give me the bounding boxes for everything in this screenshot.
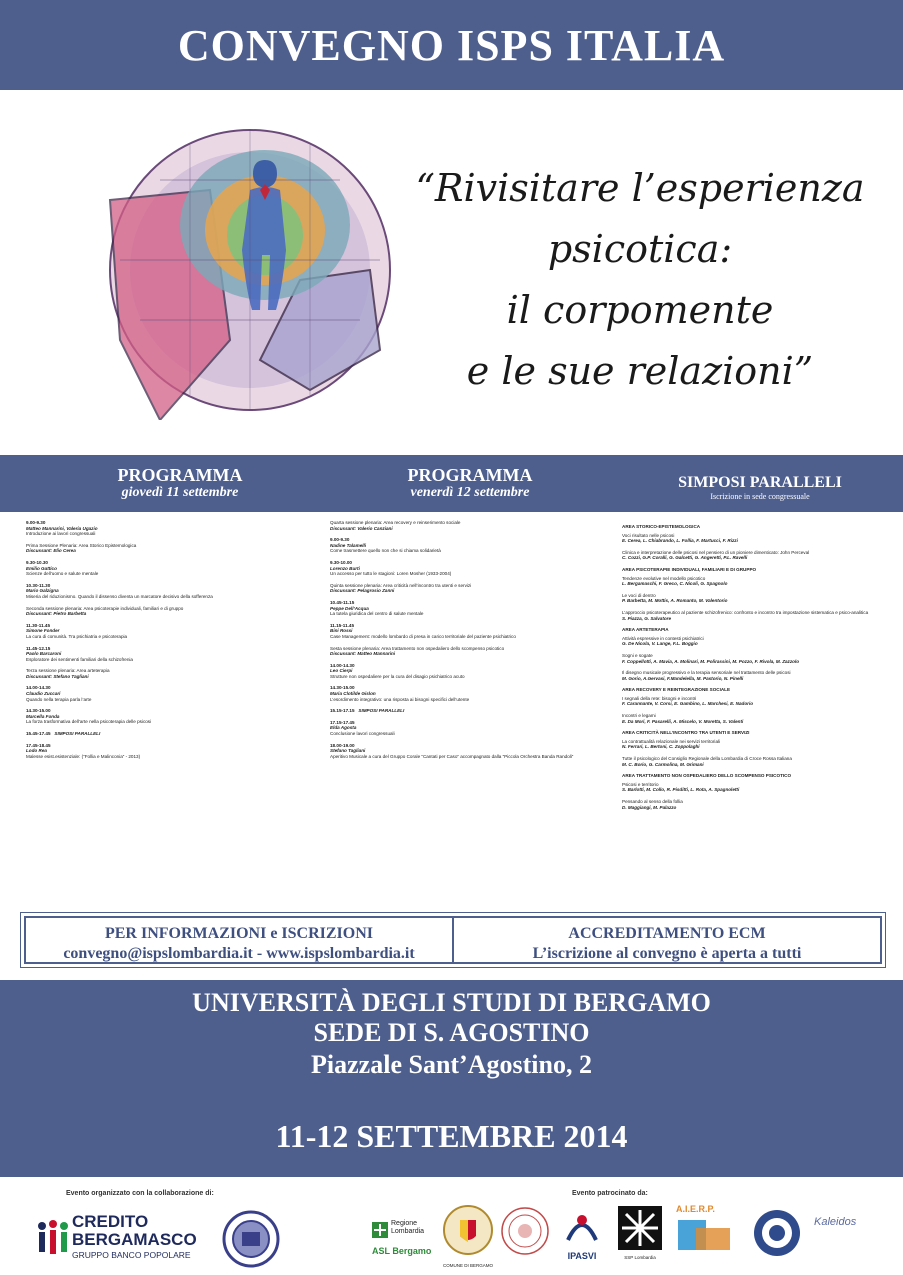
ssp-lombardia-logo xyxy=(618,1206,662,1268)
comune-label: COMUNE DI BERGAMO xyxy=(442,1263,493,1268)
accreditation-text: L’iscrizione al convegno è aperta a tutti xyxy=(532,945,802,962)
subtitle-line: psicotica: xyxy=(547,227,733,271)
ipasvi-logo xyxy=(562,1210,602,1266)
programme-item: 14.00-14.30 Claudio Zuccari Quando nella terapia parla l’arte xyxy=(26,685,92,702)
kaleidos-logo xyxy=(814,1216,874,1256)
symposium-item: Incontri e legami E. Da Mori, F. Pasarelli, A. Miscelo, V. Moretta, S. Valenti xyxy=(622,713,744,724)
programme-item: 9.00-9.30 Nadine Talamelli Come trasmettere quello non che si chiama solidarietà xyxy=(330,537,441,554)
info-frame xyxy=(20,912,886,968)
patronage-label: Evento patrocinato da: xyxy=(572,1190,648,1197)
seal-emblem-icon xyxy=(500,1206,550,1256)
programme-item: 11.30-11.45 Simone Fonder La cura di comunità. Tra psichiatria e psicoterapia xyxy=(26,622,128,639)
symposium-item: Le voci di dentro P. Barbetta, M. Mottis, A. Romanto, M. Valentorio xyxy=(622,592,728,604)
symposium-item: Pensando al senso della follia D. Maggiangi, M. Palazzo xyxy=(622,799,683,810)
venue-band xyxy=(0,980,903,1177)
regione-lombardia-icon xyxy=(372,1222,388,1238)
event-title: CONVEGNO ISPS ITALIA xyxy=(177,20,726,70)
programme-day1-heading xyxy=(80,466,280,501)
programme-item: 9.30-10.00 Lorenzo Burti Un accesso per tutto le stagioni: Loren Mosher (1933-2004) xyxy=(330,559,452,577)
symposia-list xyxy=(622,520,890,816)
programme-day1 xyxy=(26,520,306,765)
symposium-area: AREA RECOVERY E REINTEGRAZIONE SOCIALE xyxy=(622,687,731,693)
venue-university: UNIVERSITÀ DEGLI STUDI DI BERGAMO xyxy=(192,988,711,1017)
heading-title: PROGRAMMA xyxy=(117,465,243,485)
programme-item: Sesta sessione plenaria: Area trattamento non ospedaliero dello scompenso psicotico Discussant: Matteo Mannarini xyxy=(330,645,505,657)
ipasvi-label: IPASVI xyxy=(567,1251,597,1261)
programme-item: Seconda sessione plenaria: Area psicoterapie individuali, familiari e di gruppo Discussant: Pietro Barbetta xyxy=(26,605,184,617)
symposium-area: AREA PSICOTERAPIE INDIVIDUALI, FAMILIARI E DI GRUPPO xyxy=(622,566,757,572)
comune-bergamo-crest-icon xyxy=(442,1204,494,1258)
symposium-item: Attività espressive in contesti psichiatrici G. De Nicola, V. Lange, F.L. Boggio xyxy=(622,635,704,647)
credito-line2: BERGAMASCO xyxy=(72,1230,197,1249)
programme-item: 9.00-9.30 Matteo Mannarini, Valeria Ugazio Introduzione ai lavori congressuali xyxy=(26,520,98,537)
asl-label: ASL Bergamo xyxy=(372,1246,432,1256)
organizers-label: Evento organizzato con la collaborazione di: xyxy=(66,1190,214,1197)
programme-item: 14.30-15.00 Marcella Fonda La forza trasformativa dell’arte nella psicoterapia delle psicosi xyxy=(26,708,152,725)
subtitle-line: “Rivisitare l’esperienza xyxy=(415,166,865,210)
header-band xyxy=(0,0,903,90)
programme-day2 xyxy=(330,520,610,765)
programme-item: 18.00-19.00 Stefano Tagliani Aperitivo Musicale a cura del Gruppo Corale “Cantati per Caso” accompagnato dalla “Piccola Orchestra Banda Randoli” xyxy=(330,742,574,759)
symposium-item: Voci risultato nelle psicosi E. Cerea, L. Chiabrando, L. Follia, F. Martucci, F. Rizzi xyxy=(622,532,738,544)
symposium-item: I segnali della rete: bisogni e incontri F. Carannante, V. Corsi, E. Gambino, L. Marchesi, E. Nadorio xyxy=(622,695,754,707)
symposium-area: AREA STORICO-EPISTEMOLOGICA xyxy=(622,524,701,529)
symposium-item: Clinica e interpretazione delle psicosi nel pensiero di un pioniere dimenticato: John Perceval C. Cozzi, G.P. Coralli, G. Galcetti, G. Angeretti, P.L. Ravelli xyxy=(622,549,810,561)
event-dates: 11-12 SETTEMBRE 2014 xyxy=(275,1118,628,1154)
programme-item: 11.45-12.15 Paolo Barcaroni Esploratore dei sentimenti familiari della schizofrenia xyxy=(26,645,133,662)
regione-line1: Regione xyxy=(391,1220,418,1227)
venue-site: SEDE DI S. AGOSTINO xyxy=(313,1018,590,1047)
regione-lombardia-asl-logo xyxy=(372,1220,434,1266)
credito-bergamasco-logo xyxy=(36,1210,201,1266)
conference-subtitle xyxy=(400,158,880,402)
programme-item: Quarta sessione plenaria: Area recovery e reinserimento sociale Discussant: Valerio Canziani xyxy=(330,520,461,531)
programme-item: 14.00-14.30 Leo Cierpi Strutture non ospedaliere per la cura del disagio psichiatrico acuto xyxy=(330,662,465,679)
symposium-area: AREA TRATTAMENTO NON OSPEDALIERO DELLO SCOMPENSO PSICOTICO xyxy=(622,773,792,779)
artwork-illustration xyxy=(100,120,400,420)
symposium-item: L’approccio psicoterapeutico al paziente schizofrenico: confronto e incontro tra impostazione sistematica e psico-analitica S. Piazza, G. Salvatore xyxy=(622,609,869,621)
credito-line3: GRUPPO BANCO POPOLARE xyxy=(72,1250,191,1260)
registration-contacts[interactable]: convegno@ispslombardia.it - www.ispslombardia.it xyxy=(63,945,415,962)
ssp-label: SSP Lombardia xyxy=(624,1255,656,1260)
programme-item: 11.15-11.45 Bini Rossi Case Management: modello lombardo di presa in carico territoriale del paziente psichiatrico xyxy=(330,622,516,639)
heading-title: SIMPOSI PARALLELI xyxy=(678,474,842,491)
programme-item: 17.15-17.45 Elda Agosta Conclusione lavori congressuali xyxy=(330,719,395,737)
symposium-item: Tutte il psicologico del Consiglio Regionale della Lombardia di Croce Rossa Italiana M. C. Borio, G. Carmolina, M. Grimani xyxy=(622,756,792,767)
venue-address: Piazzale Sant’Agostino, 2 xyxy=(311,1050,592,1079)
symposium-item: Tendenze evolutive nel modello psicotico L. Bergamaschi, F. Greco, C. Nicoli, G. Spagnolo xyxy=(622,575,728,587)
accreditation-box xyxy=(454,916,882,964)
aierp-logo xyxy=(676,1204,734,1264)
programme-item: Prima Sessione Plenaria: Area Storico Epistemologica Discussant: Elio Cerea xyxy=(26,542,137,554)
programme-item: 15.15-17.15 SIMPOSI PARALLELI xyxy=(330,708,405,714)
symposium-area: AREA ARTETERAPIA xyxy=(622,627,669,633)
symposia-heading xyxy=(650,474,870,502)
heading-date: venerdì 12 settembre xyxy=(410,485,530,500)
programme-item: Quinta sessione plenaria: Area criticità nell’incontro tra utenti e servizi Discussant: Pelagrosio Zanni xyxy=(330,582,472,594)
programme-item: 14.30-15.00 Maria Clotilde Gislon L’esordimento integrativo: una risposta ai bisogni specifici dell’utente xyxy=(330,685,470,702)
ssp-knot-icon xyxy=(618,1206,662,1250)
subtitle-line: e le sue relazioni” xyxy=(466,349,814,393)
credito-line1: CREDITO xyxy=(72,1212,149,1231)
registration-title: PER INFORMAZIONI e ISCRIZIONI xyxy=(104,925,374,942)
aierp-label: A.I.E.R.P. xyxy=(676,1204,715,1214)
heading-note: Iscrizione in sede congressuale xyxy=(710,492,810,501)
comune-bergamo-logo xyxy=(442,1204,494,1268)
credito-bergamasco-icon xyxy=(36,1218,70,1258)
symposium-item: La contrattualità relazionale nei servizi territoriali N. Ferrari, L. Bertoni, C. Zoppolaghi xyxy=(622,738,721,750)
programme-item: 15.45-17.45 SIMPOSI PARALLELI xyxy=(26,731,101,737)
aierp-icon xyxy=(676,1214,734,1258)
circular-emblem-icon xyxy=(752,1208,802,1258)
university-seal-icon xyxy=(222,1210,280,1268)
programme-item: 10.30-11.30 Mario Galzigna Miseria del riduzionismo. Quando il dissenso diventa un marcatore decisivo della sofferenza xyxy=(26,582,213,599)
programme-item: Terza sessione plenaria: Area arteterapia Discussant: Stefano Tagliani xyxy=(26,668,110,679)
programme-item: 17.45-18.45 Lodo Rea Malesse esist.esistenziale: (“Follia e Malinconia” - 2013) xyxy=(26,742,141,759)
programme-item: 10.45-11.15 Peppe Dell’Acqua La tutela giuridica del centro di salute mentale xyxy=(330,599,424,617)
symposium-area: AREA CRITICITÀ NELL’INCONTRO TRA UTENTI E SERVIZI xyxy=(622,730,750,736)
symposium-item: Il disegno musicale progressivo e la terapia sensoriale nel trattamento delle psicosi M. Gorio, A.Gervasi, F.Mandelella, M. Pastorio, N. Pinelli xyxy=(622,670,791,681)
symposium-item: Sogni e sogate F. Coppellotti, A. Mavia, A. Molinari, M. Polirassini, M. Pozzo, F. Rivola, M. Zazzolo xyxy=(622,652,800,664)
subtitle-line: il corpomente xyxy=(506,288,774,332)
heading-title: PROGRAMMA xyxy=(407,465,533,485)
symposium-item: Psicosi e territorio S. Barlotti, M. Collo, R. Pisditti, L. Rota, A. Spagnoletti xyxy=(622,781,740,793)
regione-line2: Lombardia xyxy=(391,1228,425,1235)
programme-day2-heading xyxy=(370,466,570,501)
registration-box xyxy=(24,916,454,964)
heading-date: giovedì 11 settembre xyxy=(121,485,239,500)
programme-item: 9.30-10.30 Emilio Gattico Scienze dell’uomo e salute mentale xyxy=(26,559,99,577)
kaleidos-label: Kaleidos xyxy=(814,1216,857,1228)
ipasvi-icon xyxy=(562,1210,602,1246)
accreditation-title: ACCREDITAMENTO ECM xyxy=(568,925,766,942)
